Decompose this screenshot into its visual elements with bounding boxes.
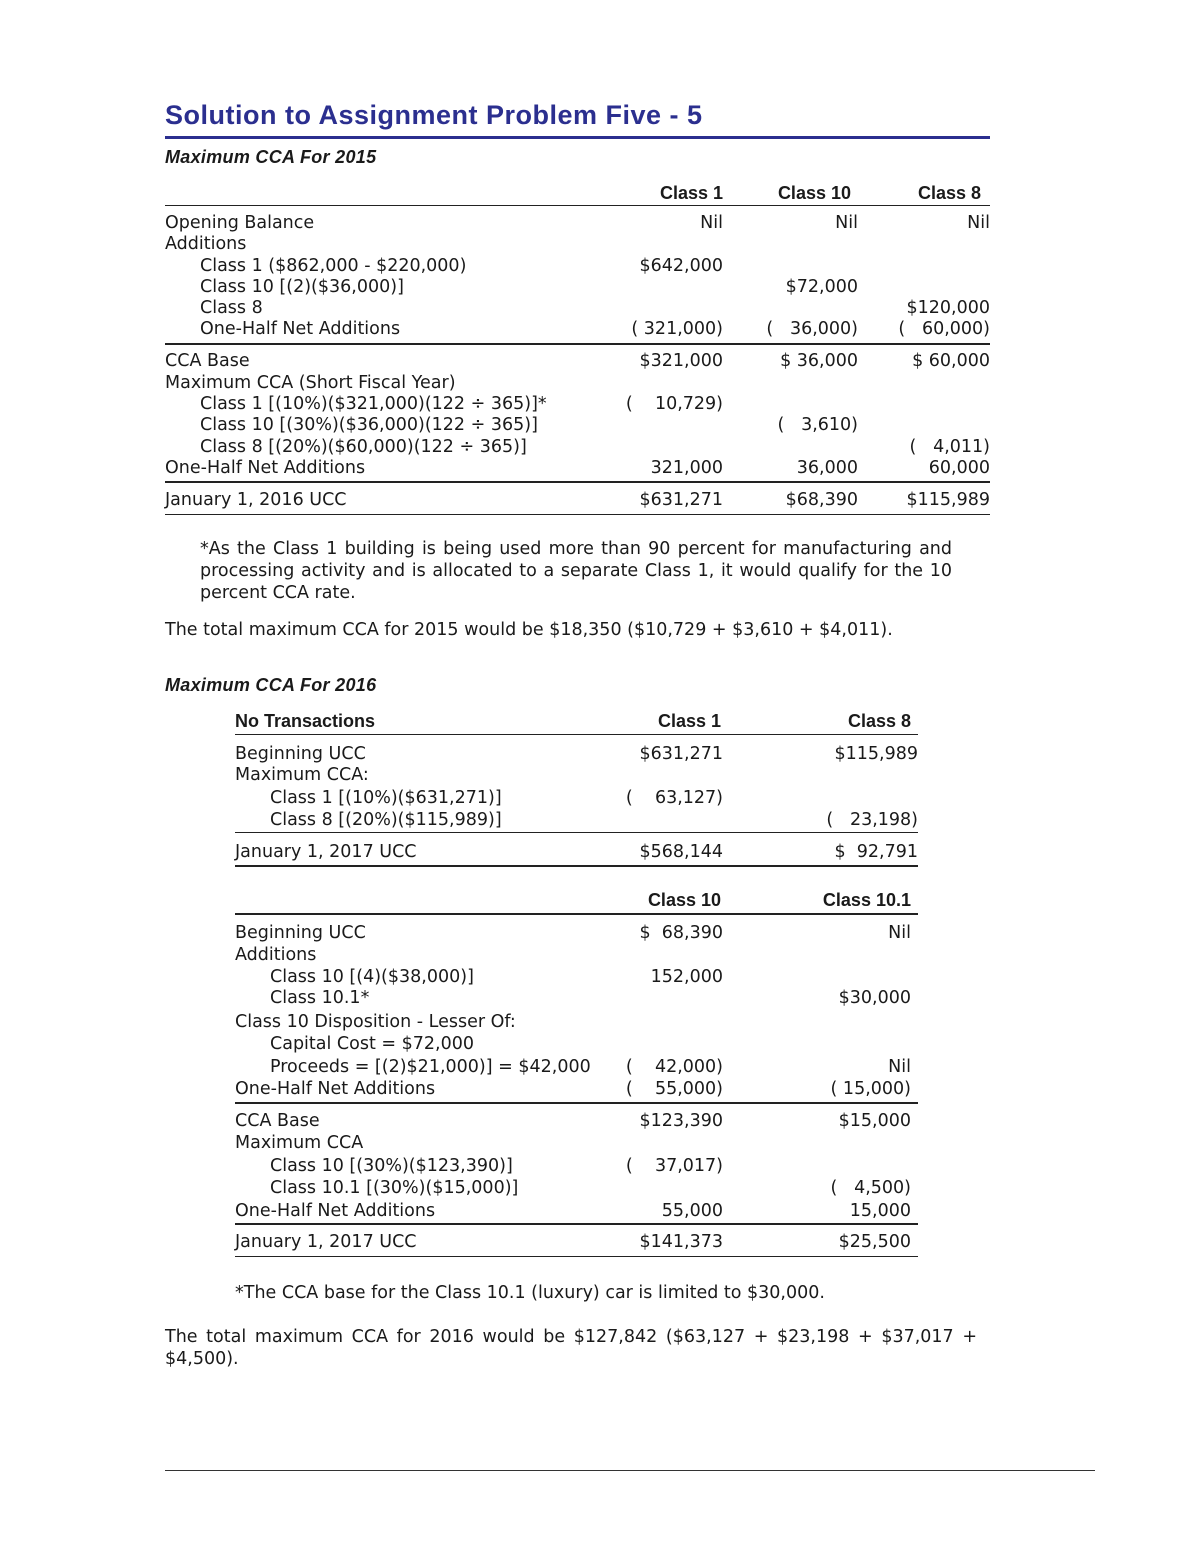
row-label: Class 1 [(10%)($321,000)(122 ÷ 365)]* [200, 394, 547, 414]
row-label: Additions [165, 234, 247, 254]
cell-value: $321,000 [639, 351, 723, 371]
table-row [235, 1110, 918, 1132]
row-label: Additions [235, 945, 317, 965]
table-row [235, 944, 918, 966]
page-title: Solution to Assignment Problem Five - 5 [165, 100, 703, 130]
cell-value: $642,000 [639, 256, 723, 276]
column-header: Class 8 [917, 183, 981, 203]
table-row [165, 233, 990, 255]
cell-value: 321,000 [650, 458, 723, 478]
row-label: Beginning UCC [235, 744, 366, 764]
row-label: CCA Base [165, 351, 250, 371]
table-rule [235, 734, 918, 735]
column-header: Class 10.1 [822, 890, 911, 910]
cell-value: $631,271 [639, 490, 723, 510]
table-rule [165, 343, 990, 345]
section-heading-2015: Maximum CCA For 2015 [165, 147, 377, 167]
table-row [235, 1231, 918, 1253]
table-rule [235, 913, 918, 915]
table-row [235, 743, 918, 765]
row-label: One-Half Net Additions [165, 458, 366, 478]
row-label: Opening Balance [165, 213, 315, 233]
table-row [165, 255, 990, 277]
cell-value: $ 68,390 [639, 923, 723, 943]
cell-value: Nil [888, 923, 911, 943]
cell-value: 55,000 [661, 1201, 723, 1221]
row-label: CCA Base [235, 1111, 320, 1131]
row-label: January 1, 2016 UCC [165, 490, 347, 510]
table-row [165, 350, 990, 372]
table-row [165, 436, 990, 458]
cell-value: $ 36,000 [780, 351, 858, 371]
row-label: Class 8 [(20%)($60,000)(122 ÷ 365)] [200, 437, 527, 457]
table-rule [235, 865, 918, 867]
cell-value: $115,989 [906, 490, 990, 510]
row-label: Proceeds = [(2)$21,000)] = $42,000 [270, 1057, 591, 1077]
table-row [165, 212, 990, 234]
row-label: Class 10.1 [(30%)($15,000)] [270, 1178, 519, 1198]
table-rule [165, 205, 990, 206]
cell-value: $68,390 [785, 490, 858, 510]
cell-value: ( 4,500) [830, 1178, 911, 1198]
column-header: Class 1 [657, 711, 721, 731]
cell-value: Nil [835, 213, 858, 233]
row-label: January 1, 2017 UCC [235, 842, 417, 862]
table-row [235, 764, 918, 786]
row-label: Class 8 [(20%)($115,989)] [270, 810, 502, 830]
row-label: Class 10.1* [270, 988, 370, 1008]
row-label: Capital Cost = $72,000 [270, 1034, 474, 1054]
cell-value: 36,000 [796, 458, 858, 478]
table-rule [165, 481, 990, 483]
table-row [165, 414, 990, 436]
table-row [235, 841, 918, 863]
cell-value: ( 10,729) [625, 394, 723, 414]
table-row [235, 1056, 918, 1078]
table-row [235, 1132, 918, 1154]
cell-value: $123,390 [639, 1111, 723, 1131]
cell-value: 15,000 [849, 1201, 911, 1221]
row-label: Beginning UCC [235, 923, 366, 943]
cell-value: $ 92,791 [834, 842, 918, 862]
cell-value: $30,000 [838, 988, 911, 1008]
column-header: Class 8 [847, 711, 911, 731]
table-row [235, 987, 918, 1009]
table-row [235, 809, 918, 831]
cell-value: Nil [700, 213, 723, 233]
cell-value: ( 321,000) [631, 319, 723, 339]
footnote-2015: *As the Class 1 building is being used more than 90 percent for manufacturing and processing activity and is allocated to a separate Class 1, it would qualify for the 10 percent CCA rate. [200, 539, 952, 603]
table-row [165, 457, 990, 479]
table-row [165, 318, 990, 340]
cell-value: $120,000 [906, 298, 990, 318]
title-underline [165, 136, 990, 139]
table-header-row [235, 710, 918, 732]
table-rule [235, 1256, 918, 1257]
table-row [235, 1078, 918, 1100]
cell-value: ( 3,610) [777, 415, 858, 435]
row-label: Class 1 [(10%)($631,271)] [270, 788, 502, 808]
column-header: Class 10 [777, 183, 851, 203]
row-label: One-Half Net Additions [235, 1201, 436, 1221]
table-row [235, 1033, 918, 1055]
footer-rule [165, 1470, 1095, 1471]
cell-value: 60,000 [928, 458, 990, 478]
table-row [165, 372, 990, 394]
column-header: Class 1 [659, 183, 723, 203]
table-row [235, 922, 918, 944]
table-header-row [235, 889, 918, 911]
cell-value: ( 42,000) [625, 1057, 723, 1077]
cell-value: $ 60,000 [912, 351, 990, 371]
cell-value: ( 4,011) [909, 437, 990, 457]
footnote-2016: *The CCA base for the Class 10.1 (luxury) car is limited to $30,000. [235, 1283, 825, 1303]
cell-value: ( 60,000) [898, 319, 990, 339]
cell-value: ( 63,127) [625, 788, 723, 808]
row-label: January 1, 2017 UCC [235, 1232, 417, 1252]
row-label: Class 10 Disposition - Lesser Of: [235, 1012, 516, 1032]
table-row [235, 1011, 918, 1033]
table-row [235, 1177, 918, 1199]
table-row [235, 787, 918, 809]
cell-value: $141,373 [639, 1232, 723, 1252]
row-label: Class 10 [(4)($38,000)] [270, 967, 474, 987]
table-rule [235, 832, 918, 833]
total-cca-2015: The total maximum CCA for 2015 would be $18,350 ($10,729 + $3,610 + $4,011). [165, 620, 893, 640]
table-rule [235, 1102, 918, 1104]
cell-value: $25,500 [838, 1232, 911, 1252]
cell-value: ( 37,017) [625, 1156, 723, 1176]
table-row [235, 1200, 918, 1222]
row-label: One-Half Net Additions [200, 319, 401, 339]
cell-value: Nil [967, 213, 990, 233]
cell-value: $115,989 [834, 744, 918, 764]
row-label: Class 10 [(30%)($123,390)] [270, 1156, 513, 1176]
cell-value: $72,000 [785, 277, 858, 297]
table-row [235, 966, 918, 988]
row-label: Maximum CCA: [235, 765, 369, 785]
cell-value: 152,000 [650, 967, 723, 987]
cell-value: ( 15,000) [830, 1079, 911, 1099]
table-header-row [165, 182, 990, 204]
column-header: No Transactions [235, 711, 376, 731]
row-label: Maximum CCA (Short Fiscal Year) [165, 373, 456, 393]
cell-value: ( 23,198) [826, 810, 918, 830]
cell-value: ( 36,000) [766, 319, 858, 339]
row-label: Class 8 [200, 298, 263, 318]
cell-value: Nil [888, 1057, 911, 1077]
table-row [165, 276, 990, 298]
total-cca-2016: The total maximum CCA for 2016 would be $127,842 ($63,127 + $23,198 + $37,017 + $4,500). [165, 1327, 977, 1369]
table-rule [165, 514, 990, 515]
cell-value: $568,144 [639, 842, 723, 862]
section-heading-2016: Maximum CCA For 2016 [165, 675, 377, 695]
row-label: Class 10 [(30%)($36,000)(122 ÷ 365)] [200, 415, 538, 435]
table-row [165, 297, 990, 319]
table-rule [235, 1223, 918, 1225]
row-label: One-Half Net Additions [235, 1079, 436, 1099]
row-label: Class 10 [(2)($36,000)] [200, 277, 404, 297]
cell-value: ( 55,000) [625, 1079, 723, 1099]
column-header: Class 10 [647, 890, 721, 910]
table-row [165, 489, 990, 511]
cell-value: $631,271 [639, 744, 723, 764]
row-label: Maximum CCA [235, 1133, 364, 1153]
table-row [165, 393, 990, 415]
cell-value: $15,000 [838, 1111, 911, 1131]
row-label: Class 1 ($862,000 - $220,000) [200, 256, 467, 276]
table-row [235, 1155, 918, 1177]
